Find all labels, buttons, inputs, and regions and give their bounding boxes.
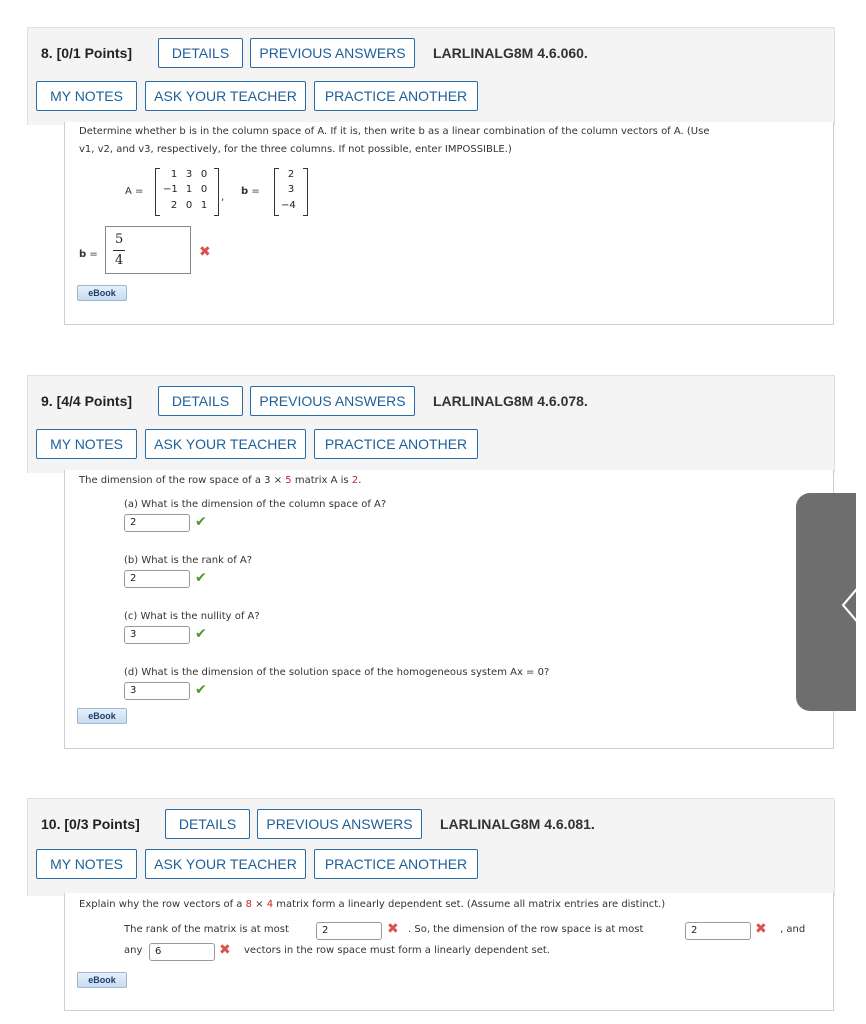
question-number: 9. [4/4 Points] (41, 393, 133, 409)
answer-numerator: 5 (115, 232, 124, 247)
practice-another-button[interactable]: PRACTICE ANOTHER (314, 429, 478, 459)
question-9 (27, 375, 835, 473)
question-10-header (27, 798, 835, 896)
my-notes-button[interactable]: MY NOTES (36, 849, 137, 879)
row-space-dimension-input[interactable]: 2 (685, 922, 751, 940)
matrix-cell: 1 (185, 184, 193, 195)
my-notes-button[interactable]: MY NOTES (36, 81, 137, 111)
incorrect-icon: ✖ (387, 921, 399, 937)
question-8 (27, 27, 835, 125)
matrix-a-label: A = (125, 186, 144, 197)
details-button[interactable]: DETAILS (165, 809, 250, 839)
practice-another-button[interactable]: PRACTICE ANOTHER (314, 81, 478, 111)
rank-sentence-end: , and (780, 924, 806, 935)
ask-your-teacher-button[interactable]: ASK YOUR TEACHER (145, 849, 306, 879)
previous-answers-button[interactable]: PREVIOUS ANSWERS (250, 386, 415, 416)
rank-sentence-start: The rank of the matrix is at most (124, 924, 289, 935)
matrix-left-bracket (155, 168, 160, 216)
incorrect-icon: ✖ (199, 244, 211, 260)
rank-sentence-middle: . So, the dimension of the row space is at most (408, 924, 644, 935)
prompt-line-2: v1, v2, and v3, respectively, for the three columns. If not possible, enter IMPOSSIBLE.) (79, 144, 512, 155)
matrix-cell: −1 (163, 184, 178, 195)
ebook-button[interactable]: eBook (77, 285, 127, 301)
matrix-cell: 0 (185, 200, 193, 211)
ebook-button[interactable]: eBook (77, 708, 127, 724)
question-10 (27, 798, 835, 896)
correct-icon: ✔ (195, 514, 207, 530)
vector-right-bracket (303, 168, 308, 216)
my-notes-button[interactable]: MY NOTES (36, 429, 137, 459)
vectors-sentence: vectors in the row space must form a linearly dependent set. (244, 945, 550, 956)
incorrect-icon: ✖ (755, 921, 767, 937)
matrix-right-bracket (214, 168, 219, 216)
vector-cell: 2 (287, 169, 295, 180)
correct-icon: ✔ (195, 570, 207, 586)
matrix-cell: 3 (185, 169, 193, 180)
chevron-left-icon: 〈 (814, 578, 866, 638)
question-8-header (27, 27, 835, 125)
vector-b-label: b = (241, 186, 260, 197)
answer-label: b = (79, 249, 98, 260)
details-button[interactable]: DETAILS (158, 38, 243, 68)
question-intro: The dimension of the row space of a 3 × 5 matrix A is 2. (79, 475, 362, 486)
ask-your-teacher-button[interactable]: ASK YOUR TEACHER (145, 429, 306, 459)
part-b-question: (b) What is the rank of A? (124, 555, 253, 566)
rank-input[interactable]: 2 (316, 922, 382, 940)
previous-answers-button[interactable]: PREVIOUS ANSWERS (257, 809, 422, 839)
correct-icon: ✔ (195, 682, 207, 698)
answer-denominator: 4 (115, 253, 124, 268)
vector-cell: −4 (281, 200, 296, 211)
prompt-line-1: Determine whether b is in the column space of A. If it is, then write b as a linear combination of the column vectors of A. (Use (79, 126, 710, 137)
matrix-cell: 1 (200, 200, 208, 211)
vector-cell: 3 (287, 184, 295, 195)
vector-count-input[interactable]: 6 (149, 943, 215, 961)
question-number: 8. [0/1 Points] (41, 45, 133, 61)
question-intro: Explain why the row vectors of a 8 × 4 matrix form a linearly dependent set. (Assume all matrix entries are distinct.) (79, 899, 666, 910)
question-9-body (64, 470, 834, 749)
part-d-question: (d) What is the dimension of the solution space of the homogeneous system Ax = 0? (124, 667, 550, 678)
question-code: LARLINALG8M 4.6.060. (433, 45, 588, 61)
correct-icon: ✔ (195, 626, 207, 642)
matrix-cell: 2 (170, 200, 178, 211)
vector-left-bracket (274, 168, 279, 216)
part-c-question: (c) What is the nullity of A? (124, 611, 260, 622)
matrix-cell: 1 (170, 169, 178, 180)
question-10-body (64, 893, 834, 1011)
details-button[interactable]: DETAILS (158, 386, 243, 416)
question-number: 10. [0/3 Points] (41, 816, 140, 832)
question-8-body: Determine whether b is in the column space of A. If it is, then write b as a linear combination of the column vectors of A. (Use v1, v2, and v3, respectively, for the three columns. If not possible, enter IMPOSSIBLE.) A = 1 3 0 −1 1 0 2 0 1 , b = 2 3 −4 b = 5 4 ✖ eBook (64, 122, 834, 325)
question-code: LARLINALG8M 4.6.081. (440, 816, 595, 832)
previous-answers-button[interactable]: PREVIOUS ANSWERS (250, 38, 415, 68)
practice-another-button[interactable]: PRACTICE ANOTHER (314, 849, 478, 879)
any-label: any (124, 945, 143, 956)
answer-input[interactable] (105, 226, 191, 274)
part-c-input[interactable]: 3 (124, 626, 190, 644)
part-a-input[interactable]: 2 (124, 514, 190, 532)
part-b-input[interactable]: 2 (124, 570, 190, 588)
ask-your-teacher-button[interactable]: ASK YOUR TEACHER (145, 81, 306, 111)
ebook-button[interactable]: eBook (77, 972, 127, 988)
question-9-header (27, 375, 835, 473)
matrix-cell: 0 (200, 169, 208, 180)
matrix-cell: 0 (200, 184, 208, 195)
part-a-question: (a) What is the dimension of the column space of A? (124, 499, 387, 510)
question-code: LARLINALG8M 4.6.078. (433, 393, 588, 409)
side-panel-tab[interactable] (796, 493, 866, 711)
part-d-input[interactable]: 3 (124, 682, 190, 700)
incorrect-icon: ✖ (219, 942, 231, 958)
